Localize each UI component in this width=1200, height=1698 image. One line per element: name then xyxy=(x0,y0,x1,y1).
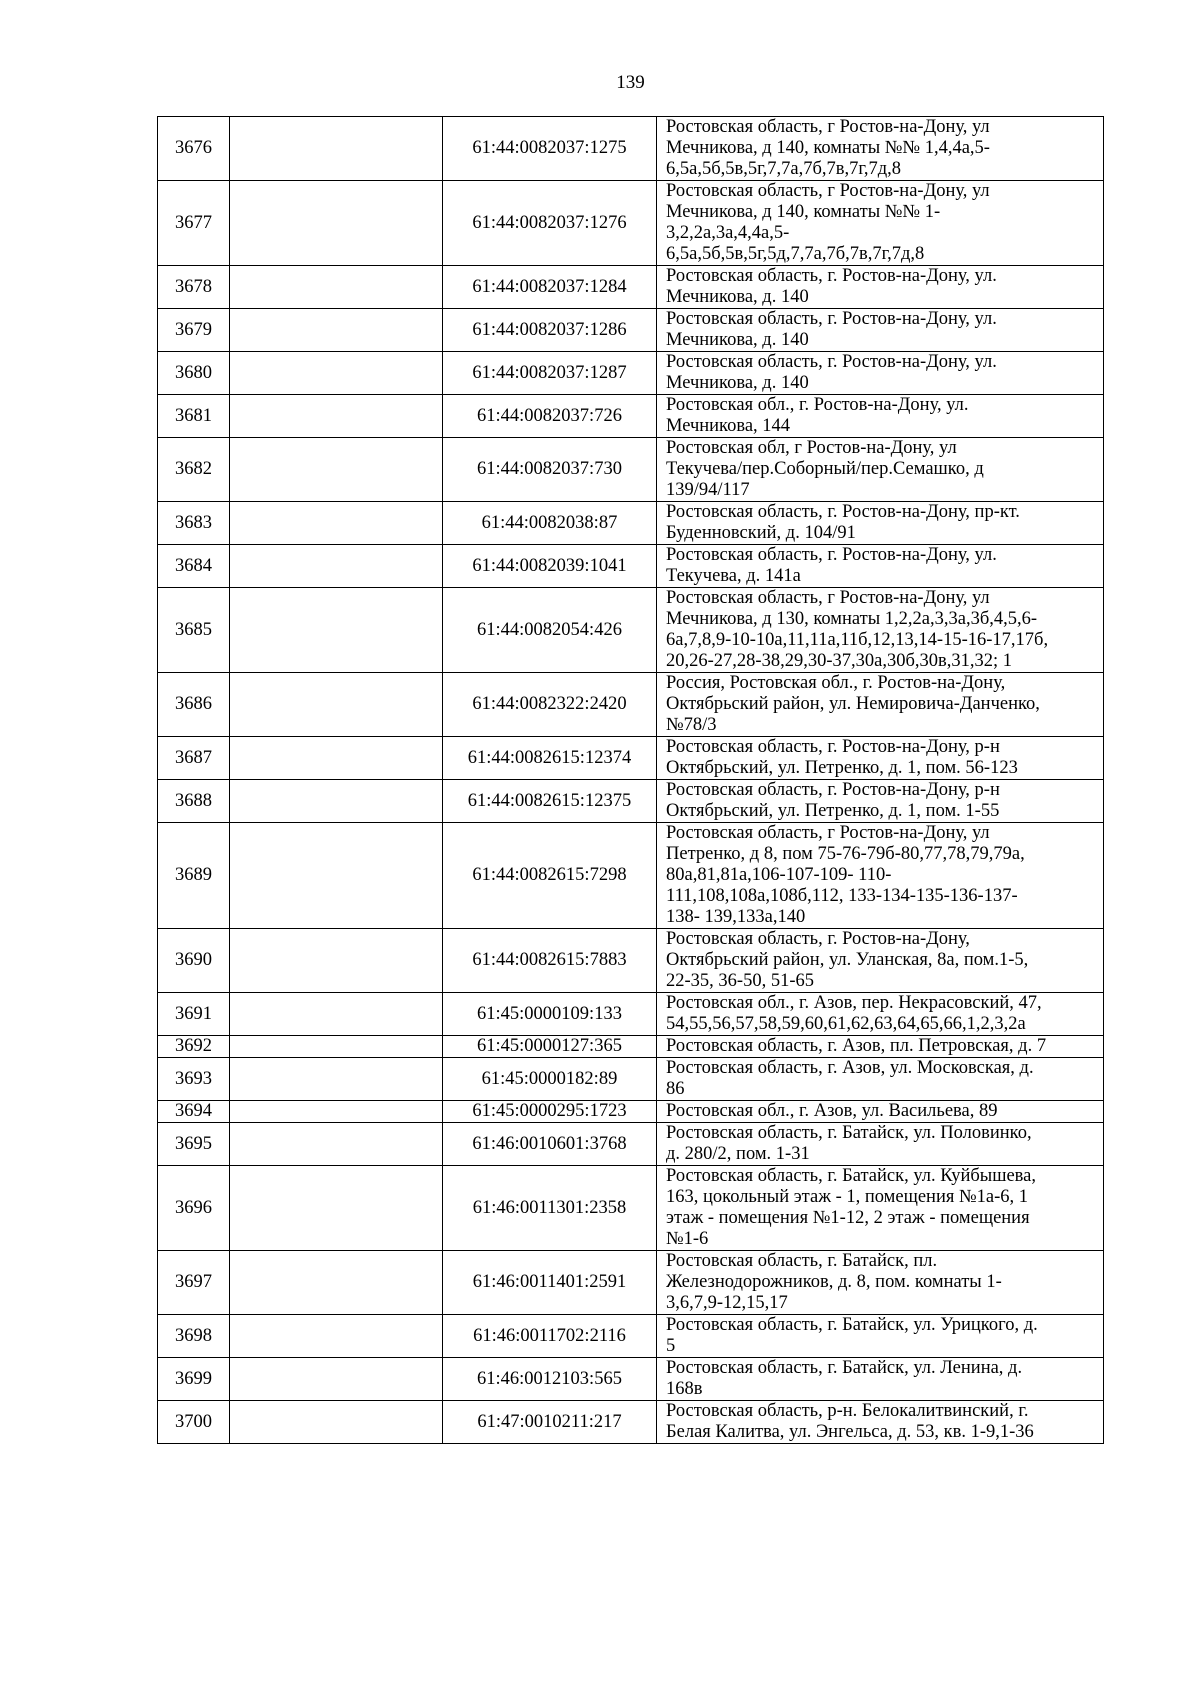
address-cell xyxy=(657,502,1104,545)
empty-cell xyxy=(230,117,443,181)
row-number-cell: 3678 xyxy=(158,266,230,309)
empty-cell xyxy=(230,1101,443,1123)
address-line: Ростовская обл., г. Азов, пер. Некрасовский, 47, xyxy=(666,993,1042,1013)
empty-cell xyxy=(230,1123,443,1166)
cadastral-number-cell: 61:44:0082322:2420 xyxy=(443,673,657,737)
cadastral-number-cell: 61:45:0000127:365 xyxy=(443,1036,657,1058)
cadastral-number-cell: 61:46:0012103:565 xyxy=(443,1358,657,1401)
address-line: Мечникова, д. 140 xyxy=(666,287,809,307)
cadastral-number-cell: 61:44:0082037:726 xyxy=(443,395,657,438)
address-line: Октябрьский район, ул. Уланская, 8а, пом.1-5, xyxy=(666,950,1029,970)
cadastral-number-cell: 61:44:0082037:1284 xyxy=(443,266,657,309)
empty-cell xyxy=(230,780,443,823)
empty-cell xyxy=(230,395,443,438)
address-line: 5 xyxy=(666,1336,676,1356)
cadastral-number-cell: 61:44:0082037:1276 xyxy=(443,181,657,266)
address-cell xyxy=(657,181,1104,266)
address-cell xyxy=(657,309,1104,352)
table-row xyxy=(158,1123,1104,1166)
address-line: Буденновский, д. 104/91 xyxy=(666,523,856,543)
address-line: этаж - помещения №1-12, 2 этаж - помещения xyxy=(666,1208,1030,1228)
cadastral-number-cell: 61:46:0011301:2358 xyxy=(443,1166,657,1251)
cadastral-number-cell: 61:44:0082037:1287 xyxy=(443,352,657,395)
table-row xyxy=(158,993,1104,1036)
table-row xyxy=(158,352,1104,395)
address-line: Петренко, д 8, пом 75-76-79б-80,77,78,79,79а, xyxy=(666,844,1025,864)
address-line: 111,108,108а,108б,112, 133-134-135-136-137- xyxy=(666,886,1018,906)
table-row xyxy=(158,1358,1104,1401)
cadastral-number-cell: 61:44:0082615:7883 xyxy=(443,929,657,993)
registry-table-body xyxy=(158,117,1104,1444)
row-number-cell: 3686 xyxy=(158,673,230,737)
cadastral-number-cell: 61:45:0000109:133 xyxy=(443,993,657,1036)
cadastral-number-cell: 61:44:0082039:1041 xyxy=(443,545,657,588)
row-number-cell: 3687 xyxy=(158,737,230,780)
address-line: Ростовская область, г. Батайск, ул. Куйбышева, xyxy=(666,1166,1036,1186)
address-line: Октябрьский, ул. Петренко, д. 1, пом. 56-123 xyxy=(666,758,1018,778)
empty-cell xyxy=(230,588,443,673)
page-number: 139 xyxy=(616,72,645,93)
address-line: Ростовская область, г. Ростов-на-Дону, ул. xyxy=(666,266,997,286)
address-line: Ростовская обл, г Ростов-на-Дону, ул xyxy=(666,438,957,458)
address-line: Ростовская область, г Ростов-на-Дону, ул xyxy=(666,823,990,843)
cadastral-number-cell: 61:44:0082037:730 xyxy=(443,438,657,502)
address-line: Ростовская область, г. Батайск, пл. xyxy=(666,1251,938,1271)
address-line: №1-6 xyxy=(666,1229,709,1249)
address-line: Россия, Ростовская обл., г. Ростов-на-Дону, xyxy=(666,673,1006,693)
table-row xyxy=(158,545,1104,588)
row-number-cell: 3689 xyxy=(158,823,230,929)
address-cell xyxy=(657,1166,1104,1251)
table-row xyxy=(158,673,1104,737)
address-cell xyxy=(657,1401,1104,1444)
row-number-cell: 3693 xyxy=(158,1058,230,1101)
cadastral-number-cell: 61:44:0082615:7298 xyxy=(443,823,657,929)
address-cell xyxy=(657,352,1104,395)
table-row xyxy=(158,1401,1104,1444)
address-cell xyxy=(657,1358,1104,1401)
address-line: Ростовская обл., г. Ростов-на-Дону, ул. xyxy=(666,395,969,415)
row-number-cell: 3688 xyxy=(158,780,230,823)
row-number-cell: 3676 xyxy=(158,117,230,181)
table-row xyxy=(158,502,1104,545)
row-number-cell: 3690 xyxy=(158,929,230,993)
cadastral-number-cell: 61:45:0000182:89 xyxy=(443,1058,657,1101)
address-cell xyxy=(657,1315,1104,1358)
address-line: Ростовская область, г. Батайск, ул. Половинко, xyxy=(666,1123,1032,1143)
row-number-cell: 3694 xyxy=(158,1101,230,1123)
address-line: Мечникова, д. 140 xyxy=(666,373,809,393)
table-row xyxy=(158,309,1104,352)
address-line: Ростовская область, г. Ростов-на-Дону, ул. xyxy=(666,545,997,565)
address-cell xyxy=(657,395,1104,438)
table-row xyxy=(158,181,1104,266)
table-row xyxy=(158,1101,1104,1123)
address-line: 3,2,2а,3а,4,4а,5- xyxy=(666,223,790,243)
row-number-cell: 3681 xyxy=(158,395,230,438)
row-number-cell: 3685 xyxy=(158,588,230,673)
address-line: Ростовская область, г. Ростов-на-Дону, ул. xyxy=(666,352,997,372)
row-number-cell: 3682 xyxy=(158,438,230,502)
address-cell xyxy=(657,1123,1104,1166)
table-row xyxy=(158,780,1104,823)
table-row xyxy=(158,395,1104,438)
address-line: 6а,7,8,9-10-10а,11,11а,11б,12,13,14-15-16-17,17б, xyxy=(666,630,1049,650)
address-line: Ростовская область, г. Батайск, ул. Ленина, д. xyxy=(666,1358,1023,1378)
cadastral-number-cell: 61:44:0082037:1286 xyxy=(443,309,657,352)
address-line: 163, цокольный этаж - 1, помещения №1а-6, 1 xyxy=(666,1187,1029,1207)
address-cell xyxy=(657,545,1104,588)
row-number-cell: 3691 xyxy=(158,993,230,1036)
address-line: Мечникова, 144 xyxy=(666,416,791,436)
address-line: 54,55,56,57,58,59,60,61,62,63,64,65,66,1,2,3,2а xyxy=(666,1014,1026,1034)
row-number-cell: 3692 xyxy=(158,1036,230,1058)
row-number-cell: 3683 xyxy=(158,502,230,545)
address-line: 138- 139,133а,140 xyxy=(666,907,806,927)
cadastral-number-cell: 61:44:0082615:12375 xyxy=(443,780,657,823)
table-row xyxy=(158,1251,1104,1315)
address-line: Ростовская область, г. Ростов-на-Дону, р-н xyxy=(666,737,1000,757)
row-number-cell: 3696 xyxy=(158,1166,230,1251)
address-line: д. 280/2, пом. 1-31 xyxy=(666,1144,810,1164)
registry-table xyxy=(157,116,1104,1444)
address-line: 139/94/117 xyxy=(666,480,750,500)
address-cell xyxy=(657,929,1104,993)
table-row xyxy=(158,1166,1104,1251)
row-number-cell: 3680 xyxy=(158,352,230,395)
table-row xyxy=(158,1315,1104,1358)
empty-cell xyxy=(230,1166,443,1251)
address-cell xyxy=(657,117,1104,181)
table-row xyxy=(158,823,1104,929)
address-cell xyxy=(657,588,1104,673)
address-line: Ростовская область, р-н. Белокалитвинский, г. xyxy=(666,1401,1029,1421)
address-line: Ростовская область, г. Ростов-на-Дону, р-н xyxy=(666,780,1000,800)
row-number-cell: 3700 xyxy=(158,1401,230,1444)
address-line: Ростовская область, г. Ростов-на-Дону, пр-кт. xyxy=(666,502,1020,522)
address-cell xyxy=(657,1058,1104,1101)
address-line: Мечникова, д. 140 xyxy=(666,330,809,350)
address-line: Ростовская область, г Ростов-на-Дону, ул xyxy=(666,588,990,608)
empty-cell xyxy=(230,929,443,993)
empty-cell xyxy=(230,993,443,1036)
address-line: Белая Калитва, ул. Энгельса, д. 53, кв. 1-9,1-36 xyxy=(666,1422,1034,1442)
row-number-cell: 3684 xyxy=(158,545,230,588)
address-cell xyxy=(657,1036,1104,1058)
empty-cell xyxy=(230,502,443,545)
address-line: Железнодорожников, д. 8, пом. комнаты 1- xyxy=(666,1272,1002,1292)
address-line: Октябрьский, ул. Петренко, д. 1, пом. 1-55 xyxy=(666,801,1000,821)
address-cell xyxy=(657,438,1104,502)
empty-cell xyxy=(230,673,443,737)
cadastral-number-cell: 61:46:0010601:3768 xyxy=(443,1123,657,1166)
row-number-cell: 3677 xyxy=(158,181,230,266)
empty-cell xyxy=(230,181,443,266)
cadastral-number-cell: 61:47:0010211:217 xyxy=(443,1401,657,1444)
address-cell xyxy=(657,1101,1104,1123)
address-line: Мечникова, д 140, комнаты №№ 1- xyxy=(666,202,941,222)
cadastral-number-cell: 61:44:0082038:87 xyxy=(443,502,657,545)
empty-cell xyxy=(230,352,443,395)
address-line: 6,5а,5б,5в,5г,7,7а,7б,7в,7г,7д,8 xyxy=(666,159,902,179)
empty-cell xyxy=(230,309,443,352)
address-line: Текучева, д. 141а xyxy=(666,566,801,586)
address-line: 86 xyxy=(666,1079,685,1099)
address-line: Октябрьский район, ул. Немировича-Данченко, xyxy=(666,694,1040,714)
address-cell xyxy=(657,1251,1104,1315)
address-line: Ростовская область, г Ростов-на-Дону, ул xyxy=(666,117,990,137)
empty-cell xyxy=(230,1315,443,1358)
empty-cell xyxy=(230,266,443,309)
table-row xyxy=(158,1036,1104,1058)
row-number-cell: 3679 xyxy=(158,309,230,352)
address-line: Мечникова, д 130, комнаты 1,2,2а,3,3а,3б,4,5,6- xyxy=(666,609,1038,629)
address-line: Ростовская обл., г. Азов, ул. Васильева, 89 xyxy=(666,1101,998,1121)
empty-cell xyxy=(230,1358,443,1401)
address-cell xyxy=(657,266,1104,309)
cadastral-number-cell: 61:46:0011401:2591 xyxy=(443,1251,657,1315)
table-row xyxy=(158,438,1104,502)
address-line: Текучева/пер.Соборный/пер.Семашко, д xyxy=(666,459,984,479)
address-cell xyxy=(657,673,1104,737)
table-row xyxy=(158,117,1104,181)
cadastral-number-cell: 61:44:0082615:12374 xyxy=(443,737,657,780)
empty-cell xyxy=(230,1058,443,1101)
row-number-cell: 3695 xyxy=(158,1123,230,1166)
row-number-cell: 3698 xyxy=(158,1315,230,1358)
cadastral-number-cell: 61:46:0011702:2116 xyxy=(443,1315,657,1358)
empty-cell xyxy=(230,438,443,502)
address-line: Ростовская область, г. Батайск, ул. Урицкого, д. xyxy=(666,1315,1038,1335)
address-line: Мечникова, д 140, комнаты №№ 1,4,4а,5- xyxy=(666,138,990,158)
address-line: 3,6,7,9-12,15,17 xyxy=(666,1293,788,1313)
address-cell xyxy=(657,737,1104,780)
row-number-cell: 3697 xyxy=(158,1251,230,1315)
cadastral-number-cell: 61:45:0000295:1723 xyxy=(443,1101,657,1123)
address-line: Ростовская область, г. Азов, ул. Московская, д. xyxy=(666,1058,1034,1078)
address-line: Ростовская область, г. Азов, пл. Петровская, д. 7 xyxy=(666,1036,1047,1056)
row-number-cell: 3699 xyxy=(158,1358,230,1401)
address-line: 22-35, 36-50, 51-65 xyxy=(666,971,814,991)
empty-cell xyxy=(230,1251,443,1315)
cadastral-number-cell: 61:44:0082037:1275 xyxy=(443,117,657,181)
empty-cell xyxy=(230,545,443,588)
empty-cell xyxy=(230,1401,443,1444)
address-line: 6,5а,5б,5в,5г,5д,7,7а,7б,7в,7г,7д,8 xyxy=(666,244,925,264)
empty-cell xyxy=(230,737,443,780)
empty-cell xyxy=(230,1036,443,1058)
address-line: №78/3 xyxy=(666,715,717,735)
address-cell xyxy=(657,823,1104,929)
cadastral-number-cell: 61:44:0082054:426 xyxy=(443,588,657,673)
address-line: Ростовская область, г. Ростов-на-Дону, ул. xyxy=(666,309,997,329)
address-line: 168в xyxy=(666,1379,703,1399)
table-row xyxy=(158,588,1104,673)
address-cell xyxy=(657,993,1104,1036)
empty-cell xyxy=(230,823,443,929)
address-line: Ростовская область, г. Ростов-на-Дону, xyxy=(666,929,970,949)
table-row xyxy=(158,1058,1104,1101)
address-line: Ростовская область, г Ростов-на-Дону, ул xyxy=(666,181,990,201)
table-row xyxy=(158,266,1104,309)
address-cell xyxy=(657,780,1104,823)
table-row xyxy=(158,929,1104,993)
table-row xyxy=(158,737,1104,780)
address-line: 80а,81,81а,106-107-109- 110- xyxy=(666,865,892,885)
address-line: 20,26-27,28-38,29,30-37,30а,30б,30в,31,32; 1 xyxy=(666,651,1012,671)
